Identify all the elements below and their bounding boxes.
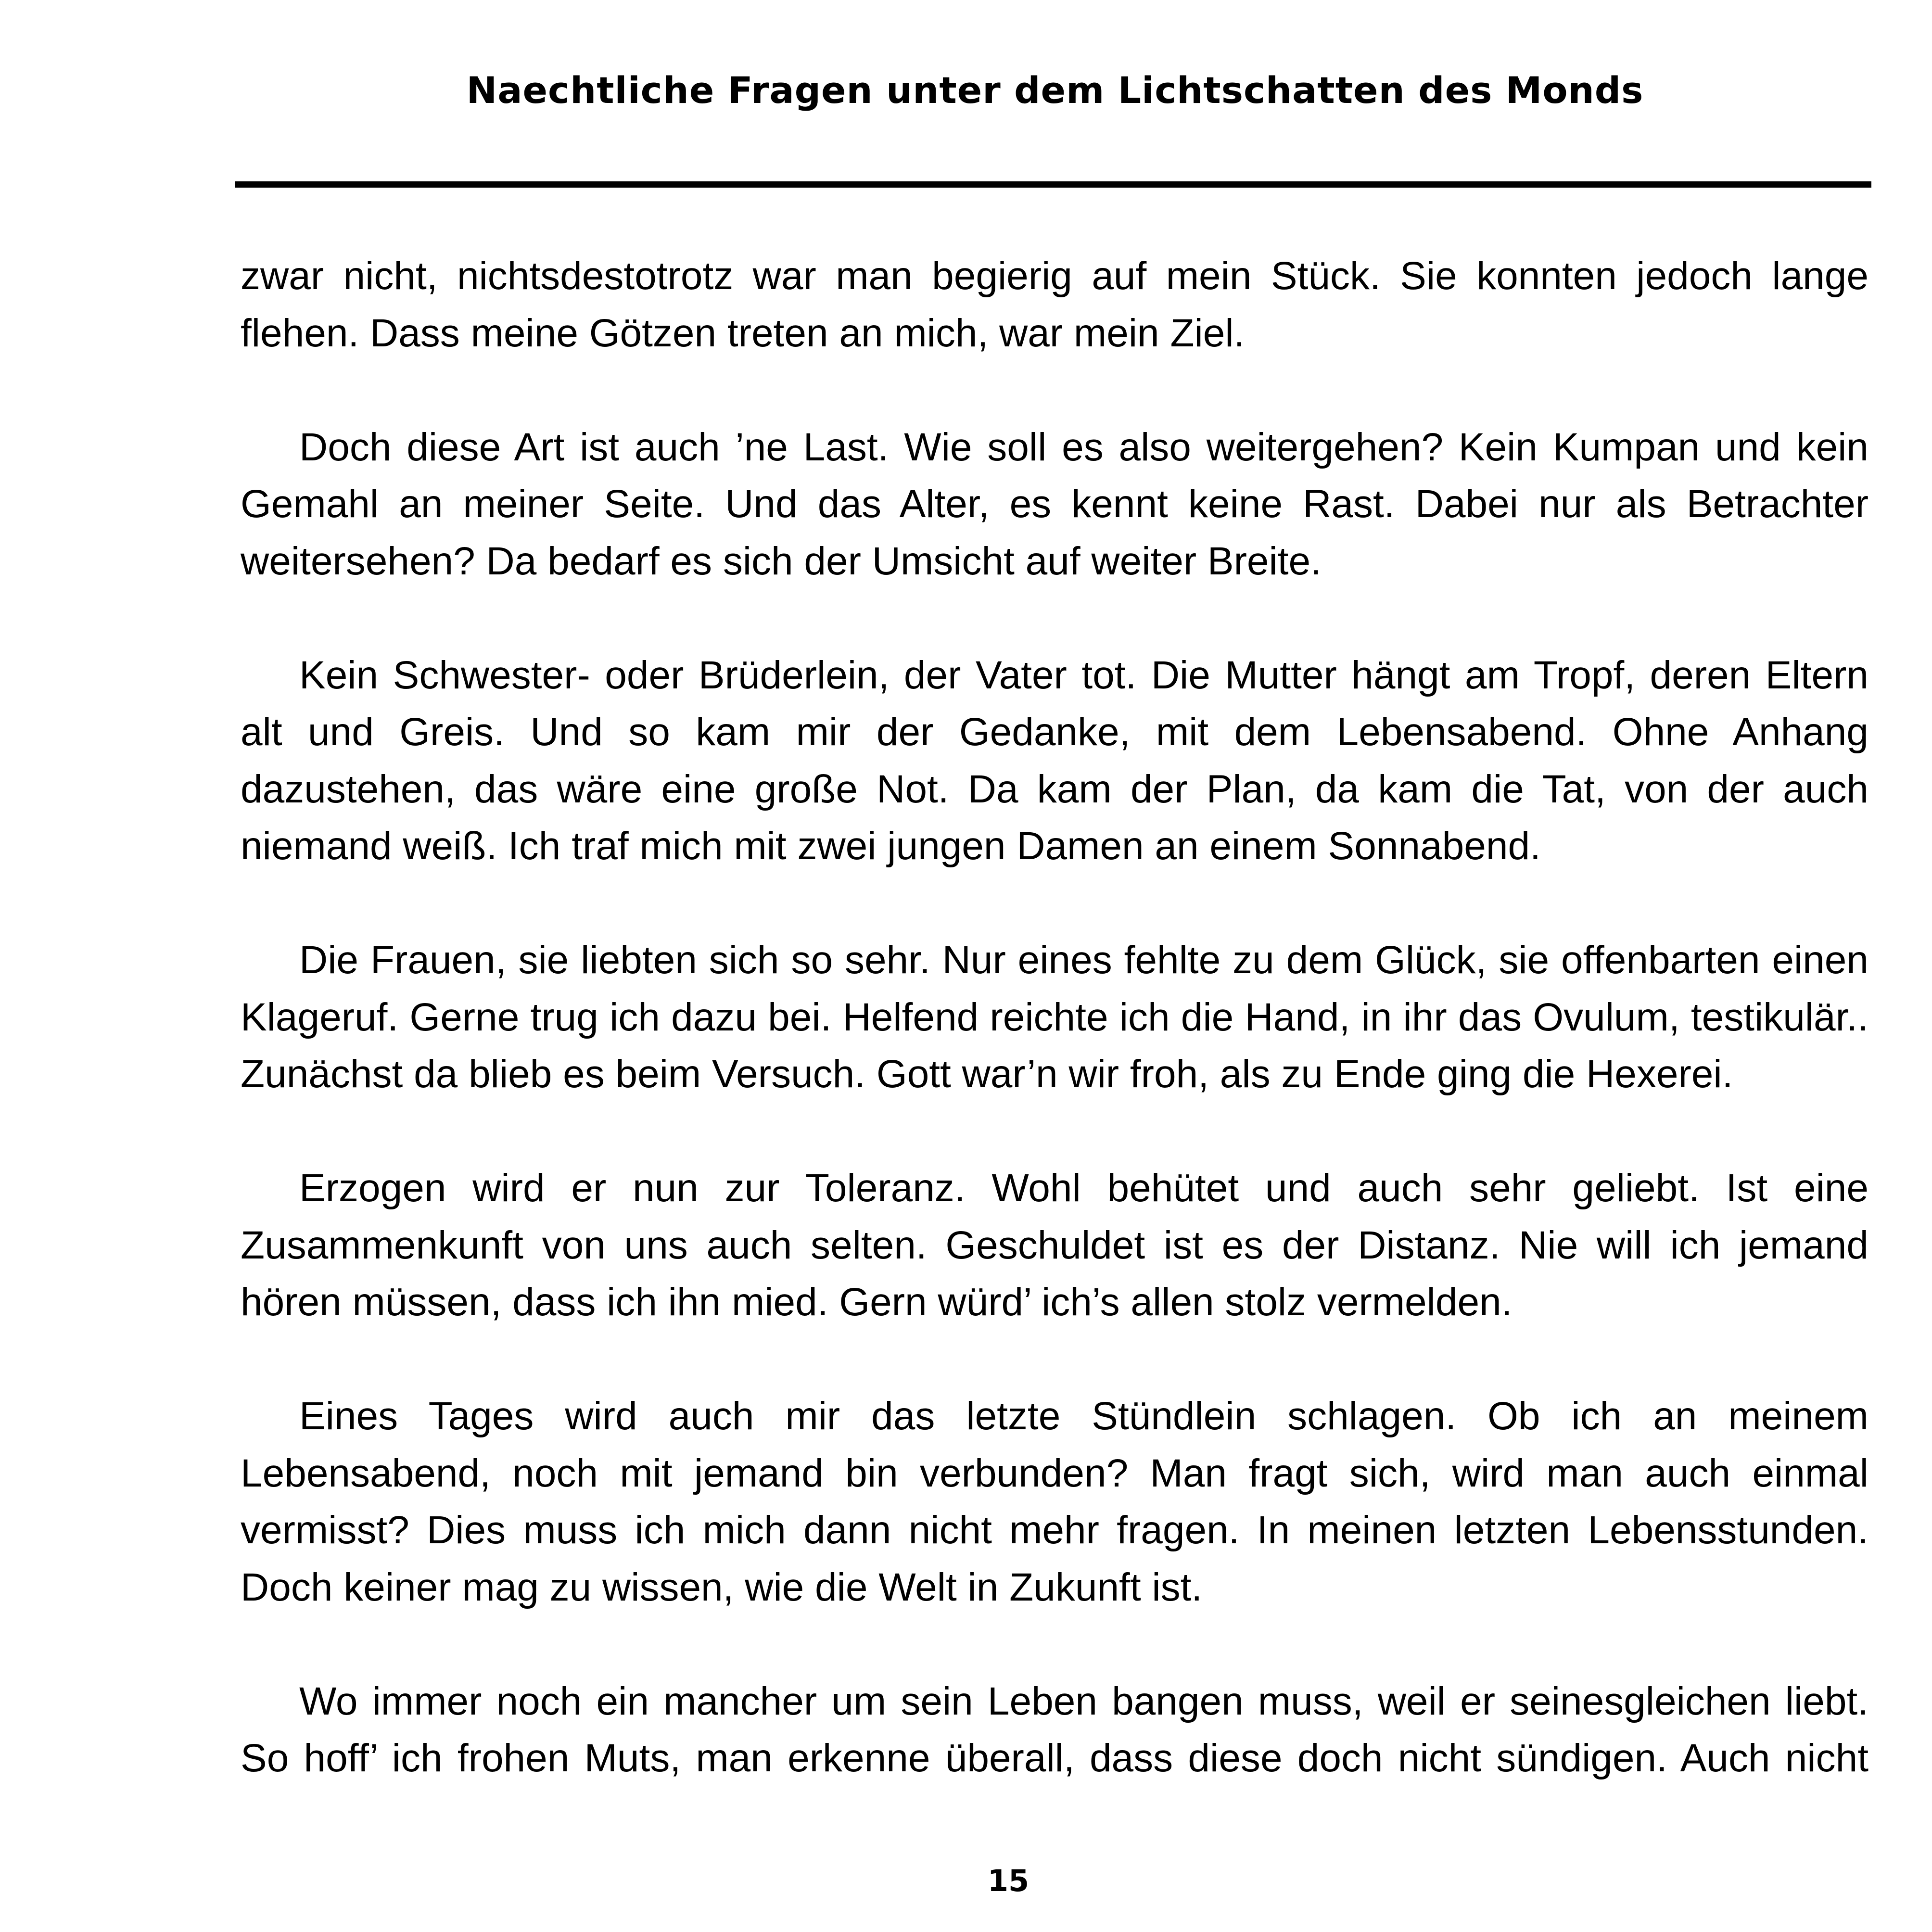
paragraph: Kein Schwester- oder Brüderlein, der Vater tot. Die Mutter hängt am Tropf, deren Eltern alt und Greis. Und so kam mir der Gedanke, mit dem Lebensabend. Ohne Anhang dazustehen, das wäre eine große Not. Da kam der Plan, da kam die Tat, von der auch niemand weiß. Ich traf mich mit zwei jungen Damen an einem Sonnabend.: [241, 653, 1868, 868]
paragraph: Wo immer noch ein mancher um sein Leben bangen muss, weil er seinesgleichen liebt. So hoff’ ich frohen Muts, man erkenne überall, dass diese doch nicht sündigen. Auch nicht: [241, 1679, 1868, 1780]
paragraph: Die Frauen, sie liebten sich so sehr. Nur eines fehlte zu dem Glück, sie offenbarten einen Klageruf. Gerne trug ich dazu bei. Helfend reichte ich die Hand, in ihr das Ovulum, testikulär.. Zunächst da blieb es beim Versuch. Gott war’n wir froh, als zu Ende ging die Hexerei.: [241, 938, 1868, 1096]
paragraph: Doch diese Art ist auch ’ne Last. Wie soll es also weitergehen? Kein Kumpan und kein Gemahl an meiner Seite. Und das Alter, es kennt keine Rast. Dabei nur als Betrachter weitersehen? Da bedarf es sich der Umsicht auf weiter Breite.: [241, 425, 1868, 583]
paragraph: Eines Tages wird auch mir das letzte Stündlein schlagen. Ob ich an meinem Lebensabend, noch mit jemand bin verbunden? Man fragt sich, wird man auch einmal vermisst? Dies muss ich mich dann nicht mehr fragen. In meinen letzten Lebensstunden. Doch keiner mag zu wissen, wie die Welt in Zukunft ist.: [241, 1394, 1868, 1609]
body-text: [241, 248, 1868, 1787]
page-number: 15: [987, 1863, 1030, 1898]
paragraph: zwar nicht, nichtsdestotrotz war man begierig auf mein Stück. Sie konnten jedoch lange flehen. Dass meine Götzen treten an mich, war mein Ziel.: [241, 254, 1868, 355]
paragraph: Erzogen wird er nun zur Toleranz. Wohl behütet und auch sehr geliebt. Ist eine Zusammenkunft von uns auch selten. Geschuldet ist es der Distanz. Nie will ich jemand hören müssen, dass ich ihn mied. Gern würd’ ich’s allen stolz vermelden.: [241, 1166, 1868, 1324]
header-divider: [235, 181, 1871, 188]
page-title: Naechtliche Fragen unter dem Lichtschatten des Monds: [466, 69, 1644, 112]
